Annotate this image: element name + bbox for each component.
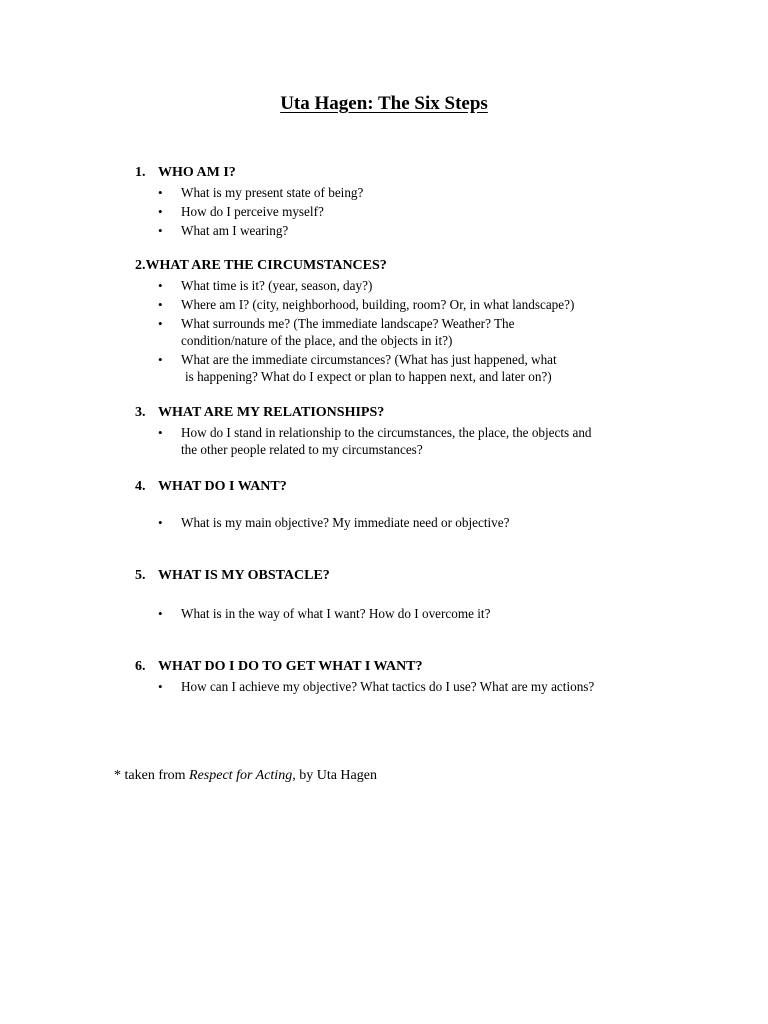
document-title: Uta Hagen: The Six Steps — [280, 93, 488, 114]
section-5-number: 5. — [135, 568, 146, 583]
section-4-title: WHAT DO I WANT? — [158, 479, 287, 494]
bullet-text: How can I achieve my objective? What tactics do I use? What are my actions? — [181, 679, 595, 694]
bullet-text: How do I perceive myself? — [181, 204, 324, 219]
section-6-bullet-1 — [158, 678, 595, 695]
section-6-title: WHAT DO I DO TO GET WHAT I WANT? — [158, 659, 423, 674]
bullet-icon: • — [158, 185, 163, 200]
section-1-bullet-3 — [158, 222, 289, 239]
section-4-heading — [135, 478, 287, 496]
footnote — [114, 767, 377, 785]
section-2-number: 2. — [135, 258, 146, 273]
footnote-suffix: , by Uta Hagen — [292, 768, 377, 783]
section-3-heading — [135, 404, 384, 422]
bullet-text-continued: the other people related to my circumstances? — [181, 442, 423, 457]
bullet-icon: • — [158, 204, 163, 219]
section-3-number: 3. — [135, 405, 146, 420]
section-5-heading — [135, 567, 330, 585]
section-6-heading — [135, 658, 423, 676]
bullet-icon: • — [158, 515, 163, 530]
section-4-number: 4. — [135, 479, 146, 494]
bullet-text: What time is it? (year, season, day?) — [181, 278, 373, 293]
footnote-book-title: Respect for Acting — [189, 768, 293, 783]
section-3-bullet-1 — [158, 424, 592, 458]
bullet-icon: • — [158, 606, 163, 621]
section-2-bullet-2 — [158, 296, 575, 313]
bullet-text: What is in the way of what I want? How do I overcome it? — [181, 606, 491, 621]
bullet-text: What are the immediate circumstances? (What has just happened, what — [181, 352, 557, 367]
bullet-text: What is my present state of being? — [181, 185, 364, 200]
footnote-prefix: * taken from — [114, 768, 190, 783]
bullet-icon: • — [158, 278, 163, 293]
section-2-heading — [135, 257, 387, 275]
section-1-bullet-2 — [158, 203, 324, 220]
bullet-icon: • — [158, 425, 163, 440]
section-1-heading — [135, 164, 236, 182]
bullet-icon: • — [158, 297, 163, 312]
section-1-bullet-1 — [158, 184, 364, 201]
bullet-icon: • — [158, 679, 163, 694]
bullet-icon: • — [158, 316, 163, 331]
bullet-text: How do I stand in relationship to the circumstances, the place, the objects and — [181, 425, 592, 440]
bullet-text: Where am I? (city, neighborhood, building, room? Or, in what landscape?) — [181, 297, 575, 312]
section-1-title: WHO AM I? — [158, 165, 236, 180]
bullet-text: What surrounds me? (The immediate landscape? Weather? The — [181, 316, 515, 331]
section-5-bullet-1 — [158, 605, 491, 622]
section-2-bullet-1 — [158, 277, 373, 294]
section-2-bullet-4 — [158, 351, 557, 385]
section-2-title: WHAT ARE THE CIRCUMSTANCES? — [145, 258, 387, 273]
bullet-text: What is my main objective? My immediate need or objective? — [181, 515, 510, 530]
section-1-number: 1. — [135, 165, 146, 180]
section-6-number: 6. — [135, 659, 146, 674]
section-4-bullet-1 — [158, 514, 510, 531]
bullet-icon: • — [158, 223, 163, 238]
section-5-title: WHAT IS MY OBSTACLE? — [158, 568, 330, 583]
bullet-text: What am I wearing? — [181, 223, 289, 238]
bullet-text-continued: condition/nature of the place, and the objects in it?) — [181, 333, 453, 348]
section-3-title: WHAT ARE MY RELATIONSHIPS? — [158, 405, 385, 420]
section-2-bullet-3 — [158, 315, 515, 349]
bullet-icon: • — [158, 352, 163, 367]
bullet-text-continued: is happening? What do I expect or plan to happen next, and later on?) — [185, 369, 552, 384]
